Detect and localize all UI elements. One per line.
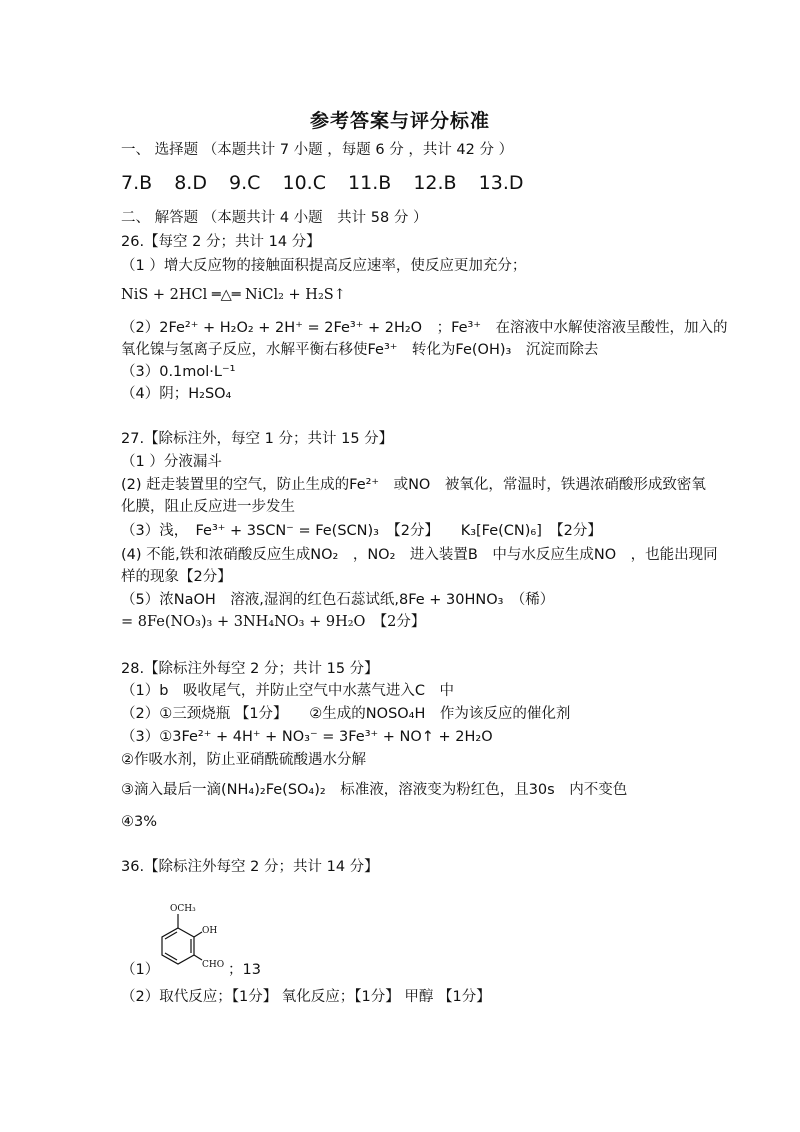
- bond-cho: [194, 955, 202, 960]
- q28-line-1: （1）b 吸收尾气，并防止空气中水蒸气进入C 中: [121, 683, 455, 699]
- section2-heading: 二、 解答题 （本题共计 4 小题 共计 58 分 ）: [121, 210, 428, 226]
- q27-line-4: （3）浅， Fe³⁺ + 3SCN⁻ = Fe(SCN)₃ 【2分】 K₃[Fe(CN)₆] 【2分】: [121, 523, 602, 539]
- answer-7: 7.B: [121, 172, 153, 194]
- q36-line-1-suffix: ；13: [228, 962, 261, 978]
- label-oh: OH: [202, 926, 218, 936]
- q27-line-1: （1 ）分液漏斗: [121, 454, 222, 470]
- q36-header: 36.【除标注外每空 2 分；共计 14 分】: [121, 859, 379, 875]
- answer-8: 8.D: [174, 172, 207, 194]
- q27-line-2: (2) 赶走装置里的空气，防止生成的Fe²⁺ 或NO 被氧化，常温时，铁遇浓硝酸形成致密氧: [121, 477, 706, 493]
- answer-12: 12.B: [413, 172, 457, 194]
- q28-line-2: （2）①三颈烧瓶 【1分】 ②生成的NOSO₄H 作为该反应的催化剂: [121, 706, 571, 722]
- q27-equation: = 8Fe(NO₃)₃ + 3NH₄NO₃ + 9H₂O 【2分】: [121, 614, 426, 630]
- q36-line-1-prefix: （1）: [121, 962, 160, 978]
- q26-equation: NiS + 2HCl ═△═ NiCl₂ + H₂S↑: [121, 287, 346, 303]
- q26-line-5: （3）0.1mol·L⁻¹: [121, 364, 236, 380]
- answer-11: 11.B: [348, 172, 392, 194]
- answer-9: 9.C: [229, 172, 261, 194]
- double-bond-3: [165, 953, 177, 960]
- q28-line-6: ④3%: [121, 814, 158, 830]
- choice-answers: [121, 172, 540, 194]
- q27-header: 27.【除标注外，每空 1 分；共计 15 分】: [121, 431, 394, 447]
- answer-10: 10.C: [282, 172, 326, 194]
- q26-line-3: （2）2Fe²⁺ + H₂O₂ + 2H⁺ = 2Fe³⁺ + 2H₂O ；Fe³⁺ 在溶液中水解使溶液呈酸性，加入的: [121, 320, 728, 336]
- q28-line-5: ③滴入最后一滴(NH₄)₂Fe(SO₄)₂ 标准液，溶液变为粉红色，且30s 内不变色: [121, 782, 628, 798]
- answer-13: 13.D: [478, 172, 524, 194]
- double-bond-2: [165, 932, 177, 939]
- q36-line-2: （2）取代反应；【1分】 氧化反应；【1分】 甲醇 【1分】: [121, 989, 491, 1005]
- label-cho: CHO: [202, 960, 225, 970]
- label-och3: OCH₃: [170, 904, 196, 914]
- benzene-ring: [162, 928, 194, 964]
- q27-line-6: 样的现象【2分】: [121, 569, 232, 585]
- q27-line-7: （5）浓NaOH 溶液,湿润的红色石蕊试纸,8Fe + 30HNO₃ （稀）: [121, 592, 555, 608]
- q28-header: 28.【除标注外每空 2 分；共计 15 分】: [121, 661, 379, 677]
- q27-line-3: 化膜，阻止反应进一步发生: [121, 499, 295, 515]
- q27-line-5: (4) 不能,铁和浓硝酸反应生成NO₂ ，NO₂ 进入装置B 中与水反应生成NO ，也能出现同: [121, 547, 718, 563]
- q26-header: 26.【每空 2 分；共计 14 分】: [121, 234, 321, 250]
- q26-line-1: （1 ）增大反应物的接触面积提高反应速率，使反应更加充分；: [121, 258, 527, 274]
- q28-line-4: ②作吸水剂，防止亚硝酰硫酸遇水分解: [121, 752, 366, 768]
- q26-line-4: 氧化镍与氢离子反应，水解平衡右移使Fe³⁺ 转化为Fe(OH)₃ 沉淀而除去: [121, 342, 599, 358]
- q28-line-3: （3）①3Fe²⁺ + 4H⁺ + NO₃⁻ = 3Fe³⁺ + NO↑ + 2H₂O: [121, 729, 493, 745]
- page-title: 参考答案与评分标准: [309, 110, 490, 132]
- benzene-structure-diagram: [150, 900, 226, 982]
- q26-line-6: （4）阴；H₂SO₄: [121, 386, 232, 402]
- bond-oh: [194, 932, 202, 937]
- section1-heading: 一、 选择题 （本题共计 7 小题 ，每题 6 分 ，共计 42 分 ）: [121, 142, 514, 158]
